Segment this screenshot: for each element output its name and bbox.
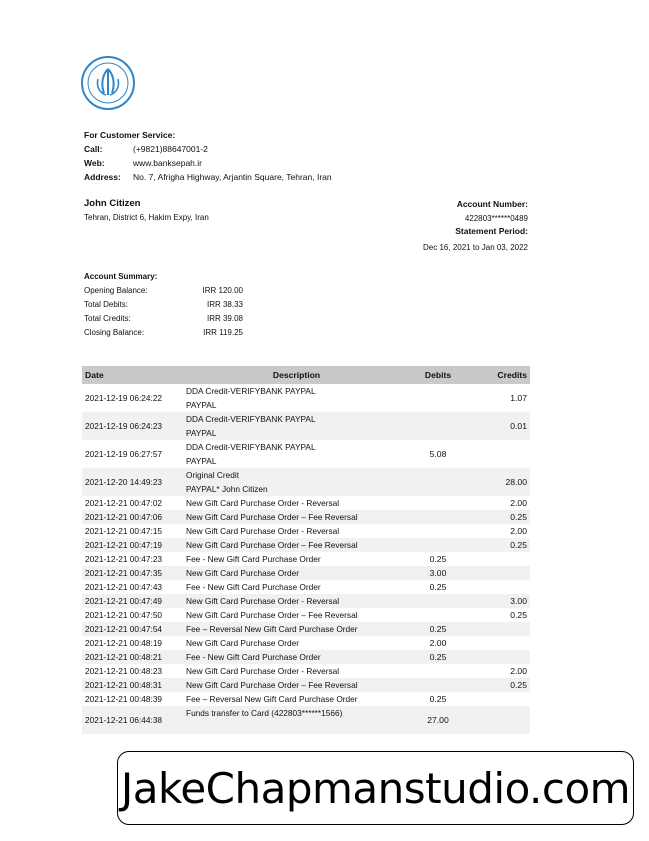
- description-line: DDA Credit-VERIFYBANK PAYPAL: [186, 442, 316, 452]
- cell-date: 2021-12-21 00:47:35: [82, 566, 183, 580]
- transactions-table: [82, 366, 530, 734]
- customer-block: [84, 198, 209, 222]
- cell-credit: [466, 566, 530, 580]
- cell-description: [183, 706, 410, 734]
- account-number: 422803******0489: [464, 213, 528, 223]
- cell-description: [183, 524, 410, 538]
- cell-date: 2021-12-21 00:47:43: [85, 582, 163, 592]
- cell-debit: 0.25: [429, 554, 447, 564]
- cell-credit: 2.00: [510, 526, 527, 536]
- address-label: Address:: [84, 172, 121, 182]
- cell-date: 2021-12-21 00:47:19: [82, 538, 183, 552]
- cell-credit: [466, 636, 530, 650]
- cell-debit: 0.25: [410, 622, 466, 636]
- summary-row: [84, 298, 243, 312]
- cell-credit: 0.25: [466, 678, 530, 692]
- call-row: [84, 142, 332, 156]
- description-line: DDA Credit-VERIFYBANK PAYPAL: [186, 414, 316, 424]
- cell-date: 2021-12-21 00:47:49: [82, 594, 183, 608]
- cell-credit: [466, 440, 530, 468]
- table-row: [82, 510, 530, 524]
- cell-debit: [410, 412, 466, 440]
- description-line: Fee - New Gift Card Purchase Order: [186, 554, 321, 564]
- cell-date: 2021-12-21 00:47:54: [82, 622, 183, 636]
- web-row: [84, 156, 332, 170]
- cell-credit: 3.00: [466, 594, 530, 608]
- description-line: Fee - New Gift Card Purchase Order: [186, 652, 321, 662]
- web-value[interactable]: www.banksepah.ir: [133, 158, 202, 168]
- customer-service-heading: For Customer Service:: [84, 130, 176, 140]
- cell-description: [183, 510, 410, 524]
- cell-credit: 0.01: [466, 412, 530, 440]
- cell-credit: 28.00: [466, 468, 530, 496]
- cell-description: [183, 412, 410, 440]
- cell-description: [183, 468, 410, 496]
- description-line: New Gift Card Purchase Order – Fee Reversal: [186, 680, 358, 690]
- summary-heading: Account Summary:: [84, 272, 158, 281]
- description-line: New Gift Card Purchase Order – Fee Reversal: [186, 610, 358, 620]
- cell-debit: [410, 468, 466, 496]
- cell-debit: [410, 594, 466, 608]
- cell-description: [183, 636, 410, 650]
- description-line: DDA Credit-VERIFYBANK PAYPAL: [186, 386, 316, 396]
- summary-row: [84, 312, 243, 326]
- table-row: [82, 440, 530, 468]
- summary-row: [84, 326, 243, 340]
- cell-debit: 0.25: [429, 582, 447, 592]
- cell-credit: [466, 692, 530, 706]
- cell-description: [183, 594, 410, 608]
- table-header-row: [82, 366, 530, 384]
- description-line: New Gift Card Purchase Order – Fee Reversal: [186, 512, 358, 522]
- statement-period-label: Statement Period:: [455, 226, 528, 236]
- cell-credit: 0.25: [466, 510, 530, 524]
- description-line: New Gift Card Purchase Order - Reversal: [186, 666, 340, 676]
- cell-debit: 0.25: [410, 650, 466, 664]
- table-row: [82, 412, 530, 440]
- cell-description: [183, 566, 410, 580]
- account-summary: [84, 270, 243, 340]
- description-line: PAYPAL* John Citizen: [186, 484, 268, 494]
- address-row: [84, 170, 332, 184]
- summary-value: IRR 39.08: [206, 314, 243, 323]
- cell-description: [183, 608, 410, 622]
- summary-value: IRR 120.00: [202, 286, 243, 295]
- description-line: PAYPAL: [186, 428, 217, 438]
- cell-credit: 2.00: [510, 498, 527, 508]
- table-row: [82, 664, 530, 678]
- cell-date: 2021-12-21 00:47:23: [85, 554, 163, 564]
- cell-debit: [410, 538, 466, 552]
- cell-description: [183, 678, 410, 692]
- cell-description: [183, 580, 410, 594]
- summary-label: Total Debits:: [84, 300, 129, 309]
- cell-description: [183, 650, 410, 664]
- table-row: [82, 608, 530, 622]
- cell-date: 2021-12-21 00:48:21: [82, 650, 183, 664]
- table-row: [82, 566, 530, 580]
- cell-description: [183, 384, 410, 412]
- table-row: [82, 650, 530, 664]
- summary-label: Total Credits:: [84, 314, 131, 323]
- watermark-banner: JakeChapmanstudio.com: [117, 751, 634, 825]
- cell-date: 2021-12-21 00:48:19: [85, 638, 163, 648]
- description-line: Funds transfer to Card (422803******1566): [186, 708, 343, 718]
- description-line: PAYPAL: [186, 400, 217, 410]
- description-line: Fee – Reversal New Gift Card Purchase Order: [186, 694, 358, 704]
- web-label: Web:: [84, 158, 105, 168]
- cell-date: 2021-12-21 00:48:31: [82, 678, 183, 692]
- summary-value: IRR 119.25: [203, 328, 243, 337]
- cell-debit: [410, 524, 466, 538]
- cell-date: 2021-12-21 00:47:15: [85, 526, 163, 536]
- table-row: [82, 468, 530, 496]
- cell-debit: 5.08: [429, 449, 447, 459]
- description-line: New Gift Card Purchase Order: [186, 568, 299, 578]
- call-value: (+9821)88647001-2: [133, 144, 208, 154]
- cell-credit: [466, 580, 530, 594]
- cell-date: 2021-12-21 00:47:06: [82, 510, 183, 524]
- description-line: New Gift Card Purchase Order - Reversal: [186, 526, 340, 536]
- description-line: New Gift Card Purchase Order – Fee Reversal: [186, 540, 358, 550]
- cell-date: 2021-12-21 00:48:23: [85, 666, 163, 676]
- description-line: PAYPAL: [186, 456, 217, 466]
- address-value: No. 7, Afrigha Highway, Arjantin Square, Tehran, Iran: [133, 172, 332, 182]
- cell-debit: 0.25: [429, 694, 447, 704]
- table-row: [82, 594, 530, 608]
- cell-debit: [410, 678, 466, 692]
- cell-debit: 2.00: [429, 638, 447, 648]
- cell-credit: [466, 552, 530, 566]
- summary-value: IRR 38.33: [206, 300, 243, 309]
- cell-date: 2021-12-21 06:44:38: [82, 706, 183, 734]
- description-line: Fee – Reversal New Gift Card Purchase Order: [186, 624, 358, 634]
- table-row: [82, 524, 530, 538]
- cell-description: [183, 692, 410, 706]
- customer-service-block: [84, 128, 332, 184]
- description-line: New Gift Card Purchase Order - Reversal: [186, 596, 340, 606]
- cell-debit: [410, 608, 466, 622]
- cell-date: 2021-12-19 06:24:23: [82, 412, 183, 440]
- cell-date: 2021-12-21 00:47:02: [85, 498, 163, 508]
- cell-date: 2021-12-20 14:49:23: [82, 468, 183, 496]
- description-line: Fee - New Gift Card Purchase Order: [186, 582, 321, 592]
- account-block: [423, 198, 528, 254]
- cell-debit: [410, 384, 466, 412]
- cell-date: 2021-12-21 00:48:39: [85, 694, 163, 704]
- bank-logo: [80, 55, 136, 111]
- cell-debit: 3.00: [410, 566, 466, 580]
- summary-label: Opening Balance:: [84, 286, 148, 295]
- call-label: Call:: [84, 144, 103, 154]
- cell-credit: [466, 650, 530, 664]
- cell-credit: [466, 622, 530, 636]
- cell-date: 2021-12-21 00:47:50: [85, 610, 163, 620]
- table-row: [82, 706, 530, 734]
- cell-description: [183, 440, 410, 468]
- cell-credit: 0.25: [510, 610, 527, 620]
- cell-debit: [410, 664, 466, 678]
- column-header-description: Description: [183, 366, 410, 384]
- cell-date: 2021-12-19 06:24:22: [85, 393, 163, 403]
- statement-period: Dec 16, 2021 to Jan 03, 2022: [423, 242, 528, 252]
- column-header-credits: Credits: [466, 366, 530, 384]
- cell-description: [183, 496, 410, 510]
- cell-debit: 27.00: [410, 706, 466, 734]
- table-row: [82, 384, 530, 412]
- description-line: New Gift Card Purchase Order - Reversal: [186, 498, 340, 508]
- cell-description: [183, 538, 410, 552]
- table-row: [82, 636, 530, 650]
- customer-address: Tehran, District 6, Hakim Expy, Iran: [84, 213, 209, 222]
- description-line: [186, 720, 407, 734]
- column-header-debits: Debits: [410, 366, 466, 384]
- transactions-body: [82, 384, 530, 734]
- description-line: Original Credit: [186, 470, 240, 480]
- summary-row: [84, 284, 243, 298]
- table-row: [82, 538, 530, 552]
- table-row: [82, 622, 530, 636]
- table-row: [82, 580, 530, 594]
- cell-description: [183, 664, 410, 678]
- cell-credit: 1.07: [510, 393, 527, 403]
- table-row: [82, 678, 530, 692]
- cell-credit: 2.00: [510, 666, 527, 676]
- cell-debit: [410, 496, 466, 510]
- column-header-date: Date: [82, 366, 183, 384]
- table-row: [82, 692, 530, 706]
- customer-name: John Citizen: [84, 198, 141, 209]
- summary-label: Closing Balance:: [84, 328, 145, 337]
- cell-credit: 0.25: [466, 538, 530, 552]
- cell-date: 2021-12-19 06:27:57: [85, 449, 163, 459]
- account-number-label: Account Number:: [456, 199, 528, 209]
- cell-description: [183, 622, 410, 636]
- description-line: New Gift Card Purchase Order: [186, 638, 299, 648]
- cell-credit: [466, 706, 530, 734]
- cell-debit: [410, 510, 466, 524]
- cell-description: [183, 552, 410, 566]
- table-row: [82, 496, 530, 510]
- table-row: [82, 552, 530, 566]
